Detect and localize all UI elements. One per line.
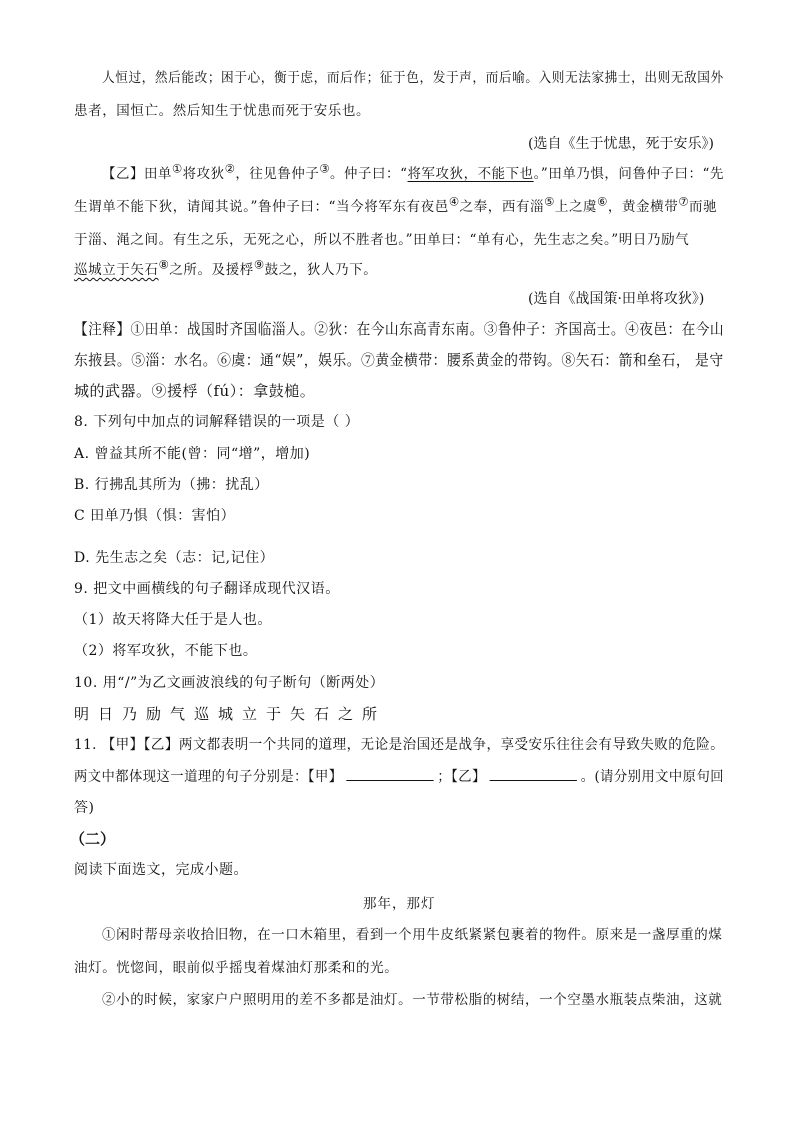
notes-line-1: 【注释】①田单：战国时齐国临淄人。②狄：在今山东高青东南。③鲁仲子：齐国高士。④夜邑：在今山 <box>74 320 724 338</box>
question-8: 8. 下列句中加点的词解释错误的一项是（ ） <box>74 414 360 430</box>
passage-yi-line-4: 巡城立于矢石⑧之所。及援桴⑨鼓之，狄人乃下。 <box>74 258 378 278</box>
underlined-sentence: 将军攻狄，不能下也 <box>407 166 534 182</box>
notes-line-3: 城的武器。⑨援桴（fú）：拿鼓槌。 <box>74 382 316 400</box>
passage-jia-line-1: 人恒过，然后能改；困于心，衡于虑，而后作；征于色，发于声，而后喻。入则无法家拂士，出则无敌国外 <box>102 70 724 86</box>
passage-jia-line-2: 患者，国恒亡。然后知生于忧患而死于安乐也。 <box>74 103 371 119</box>
question-9-item-2: （2）将军攻狄，不能下也。 <box>74 643 258 659</box>
answer-blank-jia[interactable] <box>346 766 433 781</box>
passage-yi-line-2: 生谓单不能下狄，请闻其说。”鲁仲子曰：“当今将军东有夜邑④之奉，西有淄⑤上之虞⑥，黄金横带⑦而驰 <box>74 195 718 215</box>
question-8-option-a: A. 曾益其所不能(曾：同“增”，增加) <box>74 446 311 462</box>
question-10-sentence: 明日乃励气巡城立于矢石之所 <box>74 705 387 723</box>
question-11-line-2: 两文中都体现这一道理的句子分别是：【甲】 ；【乙】 。(请分别用文中原句回 <box>74 766 724 786</box>
article-paragraph-1-line-2: 油灯。恍惚间，眼前似乎摇曳着煤油灯那柔和的光。 <box>74 960 399 976</box>
section-heading: （二） <box>70 830 116 848</box>
question-9: 9. 把文中画横线的句子翻译成现代汉语。 <box>74 581 340 597</box>
question-8-option-b: B. 行拂乱其所为（拂：扰乱） <box>74 477 269 493</box>
question-10: 10. 用“/”为乙文画波浪线的句子断句（断两处） <box>74 675 385 691</box>
passage-yi-line-3: 于淄、渑之间。有生之乐，无死之心，所以不胜者也。”田单曰：“单有心，先生志之矣。”明日乃励气 <box>74 232 690 248</box>
passage-yi-source: (选自《战国策·田单将攻狄》) <box>528 291 705 307</box>
notes-line-2: 东掖县。⑤淄：水名。⑥虞：通“娱”，娱乐。⑦黄金横带：腰系黄金的带钩。⑧矢石：箭和垒石， 是守 <box>74 351 724 369</box>
section-intro: 阅读下面选文，完成小题。 <box>74 862 248 878</box>
question-8-option-c: C 田单乃惧（惧：害怕） <box>74 508 236 524</box>
article-paragraph-2-line-1: ②小的时候，家家户户照明用的差不多都是油灯。一节带松脂的树结，一个空墨水瓶装点柴油，这就 <box>102 992 723 1008</box>
question-8-option-d: D. 先生志之矣（志：记,记住） <box>74 550 275 566</box>
question-11-line-1: 11. 【甲】【乙】两文都表明一个共同的道理，无论是治国还是战争，享受安乐往往会有导致失败的危险。 <box>74 737 725 753</box>
wavy-underlined-sentence: 巡城立于矢石 <box>74 262 159 278</box>
article-title: 那年，那灯 <box>363 896 436 912</box>
answer-blank-yi[interactable] <box>490 766 577 781</box>
question-9-item-1: （1）故天将降大任于是人也。 <box>74 612 272 628</box>
passage-yi-line-1: 【乙】田单①将攻狄②，往见鲁仲子③。仲子曰：“将军攻狄，不能下也。”田单乃惧，问鲁仲子曰：“先 <box>102 162 724 182</box>
question-11-line-3: 答) <box>74 800 95 816</box>
article-paragraph-1-line-1: ①闲时帮母亲收拾旧物，在一口木箱里，看到一个用牛皮纸紧紧包裹着的物件。原来是一盏厚重的煤 <box>102 927 723 943</box>
passage-jia-source: (选自《生于忧患，死于安乐》) <box>528 136 714 152</box>
